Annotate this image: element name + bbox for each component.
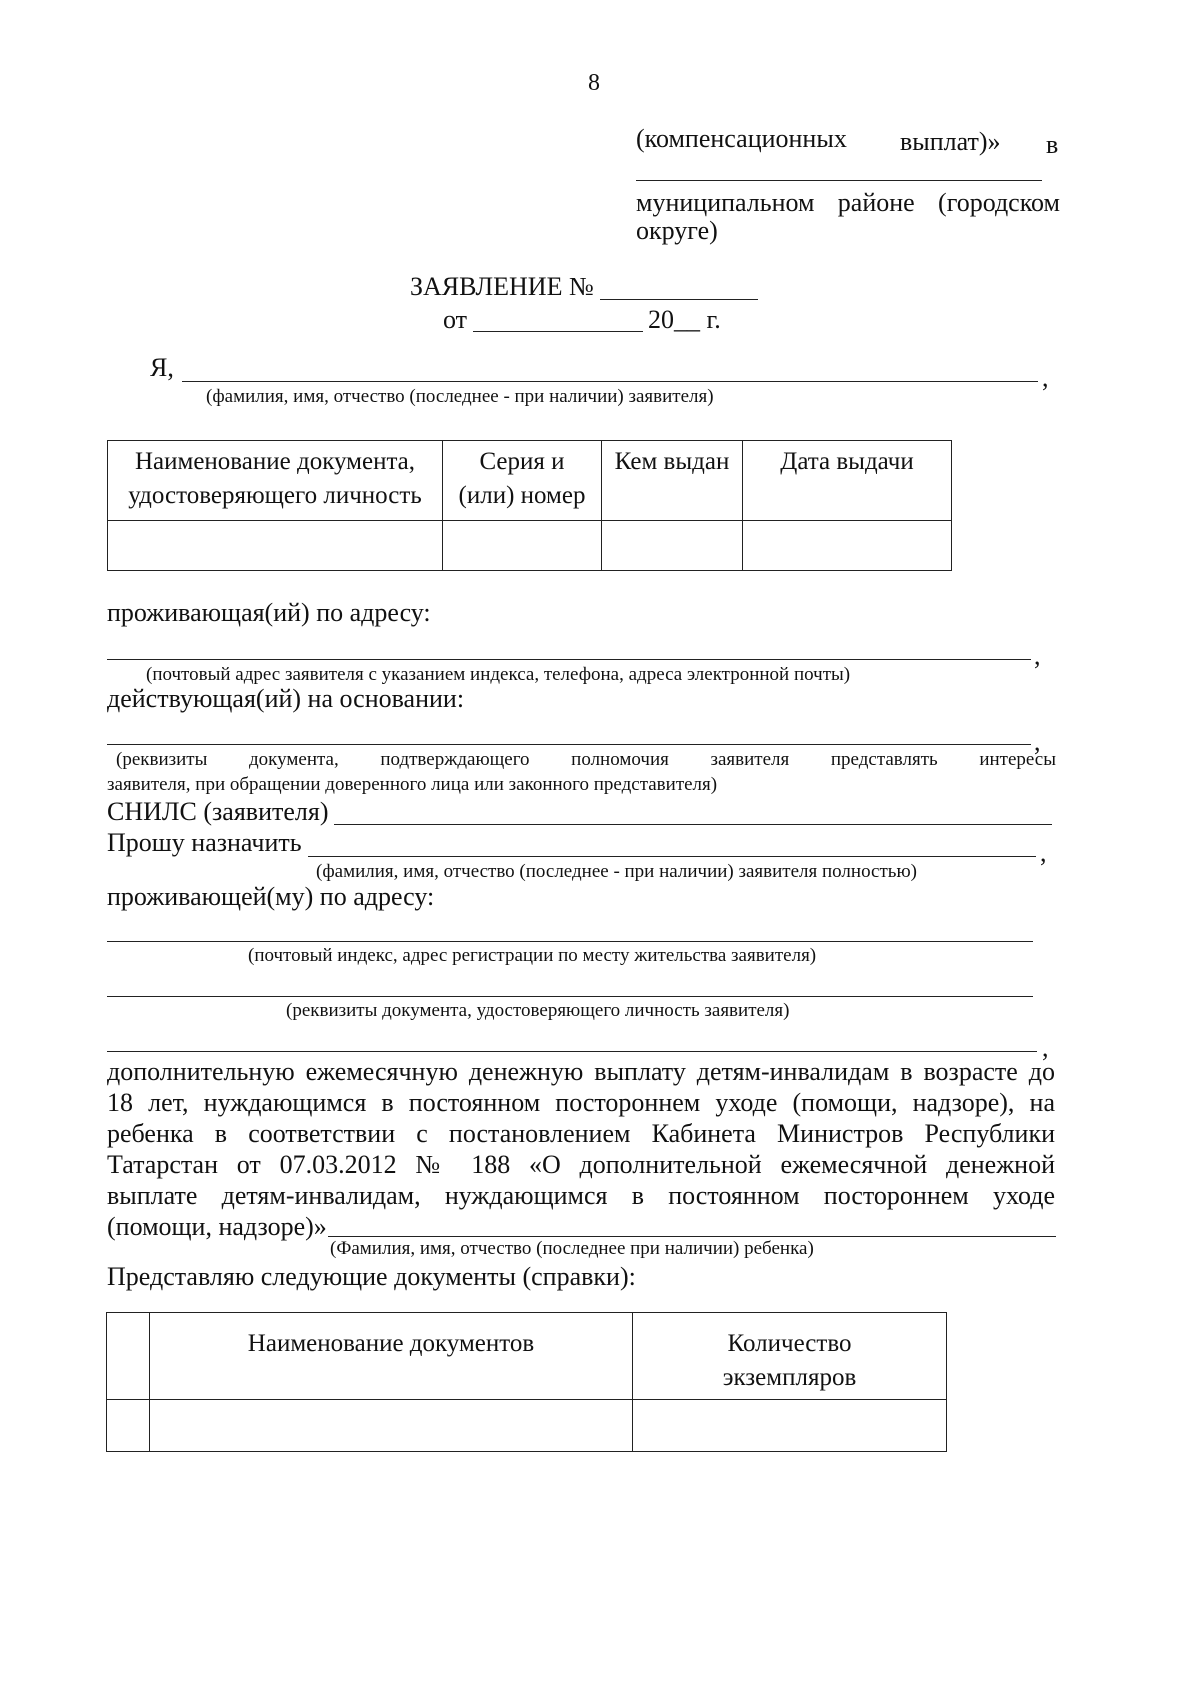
id-table-header-doc-line1: Наименование документа, [134,448,416,475]
residence-caption-1: (почтовый индекс, адрес регистрации по месту жительства заявителя) [248,945,817,966]
id-table-cell-date[interactable] [743,521,952,571]
id-table-cell-series[interactable] [443,521,602,571]
documents-table [106,1312,947,1452]
documents-table-header-name: Наименование документов [150,1313,633,1400]
snils-line[interactable] [334,824,1052,825]
request-caption: (фамилия, имя, отчество (последнее - при наличии) заявителя полностью) [316,861,917,882]
applicant-comma: , [1042,363,1049,392]
id-table-header-issuer-label: Кем выдан [614,448,730,475]
basis-line[interactable] [107,744,1031,745]
residence-comma: , [1042,1033,1049,1062]
child-caption: (Фамилия, имя, отчество (последнее при наличии) ребенка) [330,1238,814,1259]
documents-table-header-num [107,1313,150,1400]
id-table-header-series-line2: (или) номер [458,482,586,509]
id-document-table [107,440,952,571]
id-table-header-date [743,441,952,521]
body-line-6: (помощи, надзоре)» [107,1212,327,1241]
request-comma: , [1040,838,1047,867]
documents-table-header-row [107,1313,947,1400]
address-caption: (почтовый адрес заявителя с указанием индекса, телефона, адреса электронной почты) [146,664,851,685]
documents-table-header-qty [633,1313,947,1400]
residence-extra-line[interactable] [107,1051,1037,1052]
header-line-3: округе) [636,216,718,245]
residence-address-line[interactable] [107,941,1033,942]
applicant-name-line[interactable] [182,381,1038,382]
documents-table-header-qty-line1: Количество [727,1330,852,1357]
header-word-1: (компенсационных [636,124,847,153]
id-table-header-date-label: Дата выдачи [780,448,914,475]
statement-from: от [443,305,468,334]
page-number: 8 [588,70,600,96]
documents-table-cell-num[interactable] [107,1400,150,1452]
snils-label: СНИЛС (заявителя) [107,797,329,826]
id-table-header-doc-line2: удостоверяющего личность [128,482,422,509]
address-line[interactable] [107,659,1031,660]
id-table-header-issuer [602,441,743,521]
residence-caption-2: (реквизиты документа, удостоверяющего личность заявителя) [286,1000,790,1021]
documents-label: Представляю следующие документы (справки): [107,1262,636,1291]
body-line-5: выплате детям-инвалидам, нуждающимся в постоянном постороннем уходе [107,1181,1055,1210]
residence-label: проживающей(му) по адресу: [107,882,435,911]
id-table-row [108,521,952,571]
basis-label: действующая(ий) на основании: [107,684,465,713]
id-table-header-row [108,441,952,521]
statement-number-line[interactable] [600,299,758,300]
documents-table-row [107,1400,947,1452]
id-table-cell-doc[interactable] [108,521,443,571]
statement-year: 20__ г. [648,305,721,334]
applicant-caption: (фамилия, имя, отчество (последнее - при наличии) заявителя) [206,386,714,407]
statement-title: ЗАЯВЛЕНИЕ № [410,272,594,301]
body-line-4: Татарстан от 07.03.2012 № 188 «О дополнительной ежемесячной денежной [107,1150,1055,1179]
header-word-2: выплат)» [900,127,1001,156]
id-table-cell-issuer[interactable] [602,521,743,571]
documents-table-cell-name[interactable] [150,1400,633,1452]
request-label: Прошу назначить [107,828,302,857]
id-table-header-series [443,441,602,521]
basis-caption-1: (реквизиты документа, подтверждающего полномочия заявителя представлять интересы [116,749,1056,770]
request-line[interactable] [308,856,1036,857]
statement-date-line[interactable] [473,331,643,332]
basis-comma: , [1034,727,1041,756]
body-line-1: дополнительную ежемесячную денежную выплату детям-инвалидам в возрасте до [107,1057,1055,1086]
header-word-3: в [1046,130,1059,159]
body-line-2: 18 лет, нуждающимся в постоянном постороннем уходе (помощи, надзоре), на [107,1088,1055,1117]
documents-table-cell-qty[interactable] [633,1400,947,1452]
applicant-prefix: Я, [150,353,174,382]
header-underline [636,180,1042,181]
body-line-3: ребенка в соответствии с постановлением Кабинета Министров Республики [107,1119,1055,1148]
basis-caption-2: заявителя, при обращении доверенного лица или законного представителя) [107,774,718,795]
child-name-line[interactable] [328,1236,1056,1237]
header-line-2: муниципальном районе (городском [636,188,1060,217]
documents-table-header-qty-line2: экземпляров [722,1364,857,1391]
address-label: проживающая(ий) по адресу: [107,598,431,627]
address-comma: , [1034,641,1041,670]
id-table-header-doc [108,441,443,521]
residence-document-line[interactable] [107,996,1033,997]
id-table-header-series-line1: Серия и [479,448,565,475]
